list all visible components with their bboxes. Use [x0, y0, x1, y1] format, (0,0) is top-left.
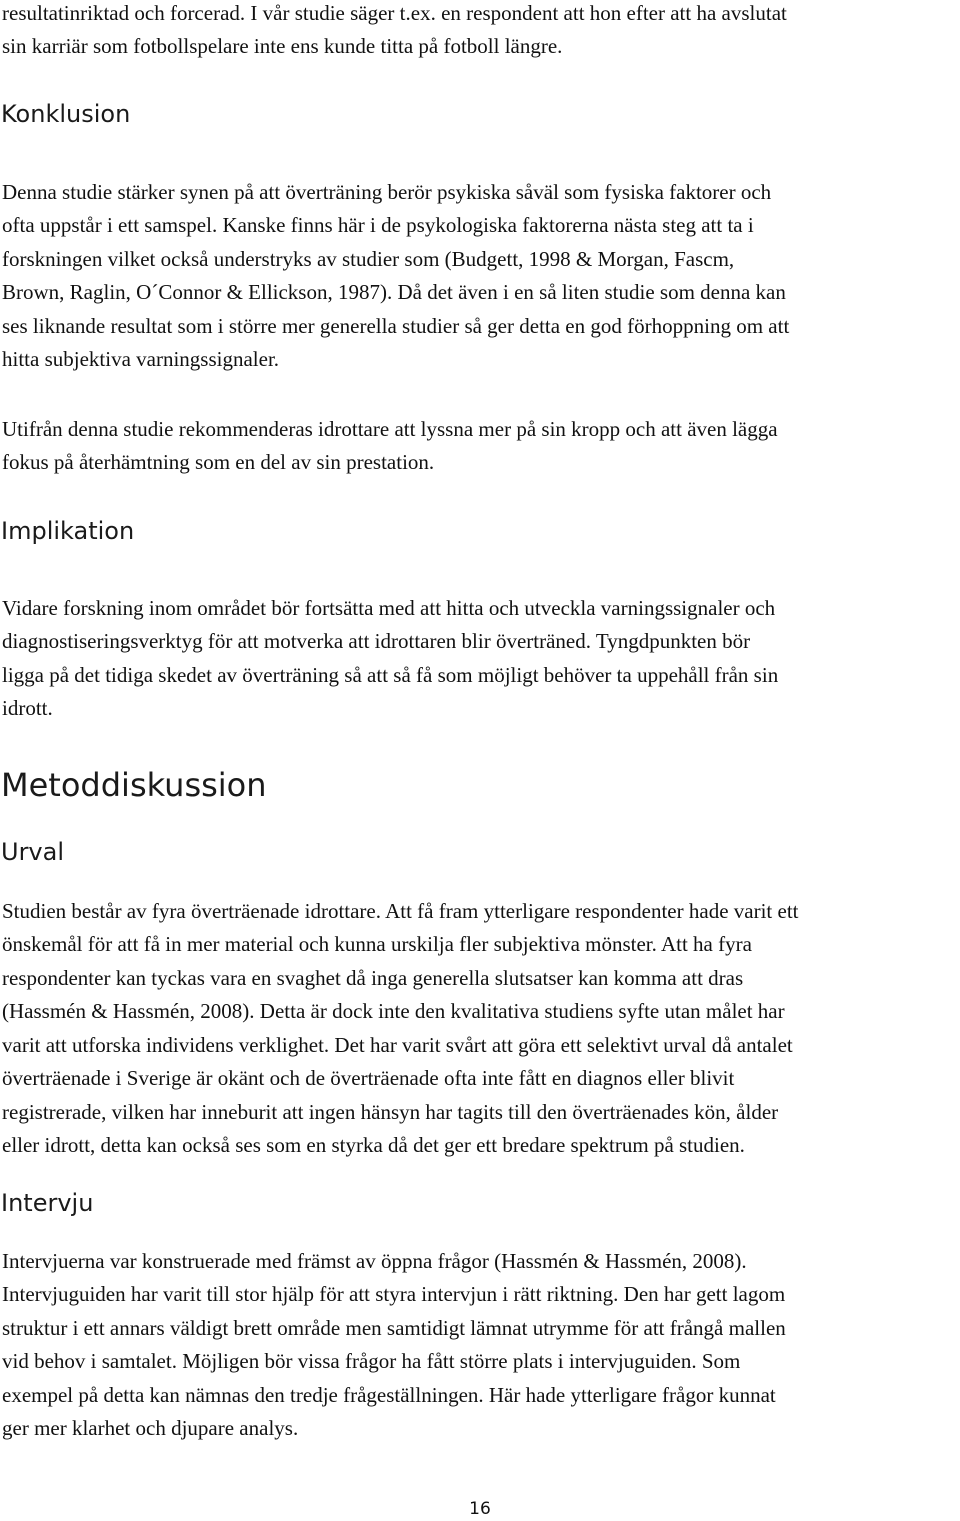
text-line: Intervjuguiden har varit till stor hjälp för att styra intervjun i rätt riktning. Den har gett lagom [2, 1282, 786, 1306]
text-line: registrerade, vilken har inneburit att ingen hänsyn har tagits till den överträenades kön, ålder [2, 1100, 779, 1124]
text-line: struktur i ett annars väldigt brett område men samtidigt lämnat utrymme för att frångå mallen [2, 1316, 786, 1340]
heading-intervju: Intervju [1, 1189, 94, 1217]
text-line: ses liknande resultat som i större mer generella studier så ger detta en god förhoppning om att [2, 314, 790, 338]
text-line: Denna studie stärker synen på att överträning berör psykiska såväl som fysiska faktorer och [2, 180, 772, 204]
page-number: 16 [469, 1499, 491, 1519]
heading-implikation: Implikation [1, 517, 135, 545]
text-line: Studien består av fyra överträenade idrottare. Att få fram ytterligare respondenter hade varit ett [2, 899, 799, 923]
heading-metoddiskussion: Metoddiskussion [1, 766, 267, 804]
text-line: eller idrott, detta kan också ses som en styrka då det ger ett bredare spektrum på studien. [2, 1133, 745, 1157]
text-line: Brown, Raglin, O´Connor & Ellickson, 1987). Då det även i en så liten studie som denna kan [2, 280, 786, 304]
text-line: överträenade i Sverige är okänt och de överträenade ofta inte fått en diagnos eller blivit [2, 1066, 735, 1090]
text-line: Utifrån denna studie rekommenderas idrottare att lyssna mer på sin kropp och att även lägga [2, 417, 778, 441]
text-line: exempel på detta kan nämnas den tredje frågeställningen. Här hade ytterligare frågor kunnat [2, 1383, 776, 1407]
text-line: idrott. [2, 696, 53, 720]
heading-urval: Urval [1, 838, 65, 866]
text-line: diagnostiseringsverktyg för att motverka att idrottaren blir överträned. Tyngdpunkten bör [2, 629, 751, 653]
heading-konklusion: Konklusion [1, 100, 131, 128]
text-line: sin karriär som fotbollspelare inte ens kunde titta på fotboll längre. [2, 34, 563, 58]
text-line: vid behov i samtalet. Möjligen bör vissa frågor ha fått större plats i intervjuguiden. Som [2, 1349, 741, 1373]
text-line: Intervjuerna var konstruerade med främst av öppna frågor (Hassmén & Hassmén, 2008). [2, 1249, 747, 1273]
text-line: (Hassmén & Hassmén, 2008). Detta är dock inte den kvalitativa studiens syfte utan målet har [2, 999, 785, 1023]
text-line: forskningen vilket också understryks av studier som (Budgett, 1998 & Morgan, Fascm, [2, 247, 735, 271]
text-line: ligga på det tidiga skedet av överträning så att så få som möjligt behöver ta uppehåll från sin [2, 663, 779, 687]
text-line: resultatinriktad och forcerad. I vår studie säger t.ex. en respondent att hon efter att ha avslutat [2, 1, 787, 25]
text-line: önskemål för att få in mer material och kunna urskilja fler subjektiva mönster. Att ha fyra [2, 932, 752, 956]
text-line: respondenter kan tyckas vara en svaghet då inga generella slutsatser kan komma att dras [2, 966, 744, 990]
text-line: ger mer klarhet och djupare analys. [2, 1416, 299, 1440]
text-line: varit att utforska individens verklighet. Det har varit svårt att göra ett selektivt urval då antalet [2, 1033, 793, 1057]
text-line: hitta subjektiva varningssignaler. [2, 347, 280, 371]
text-line: fokus på återhämtning som en del av sin prestation. [2, 450, 435, 474]
text-line: Vidare forskning inom området bör fortsätta med att hitta och utveckla varningssignaler och [2, 596, 776, 620]
text-line: ofta uppstår i ett samspel. Kanske finns här i de psykologiska faktorerna nästa steg att ta i [2, 213, 754, 237]
